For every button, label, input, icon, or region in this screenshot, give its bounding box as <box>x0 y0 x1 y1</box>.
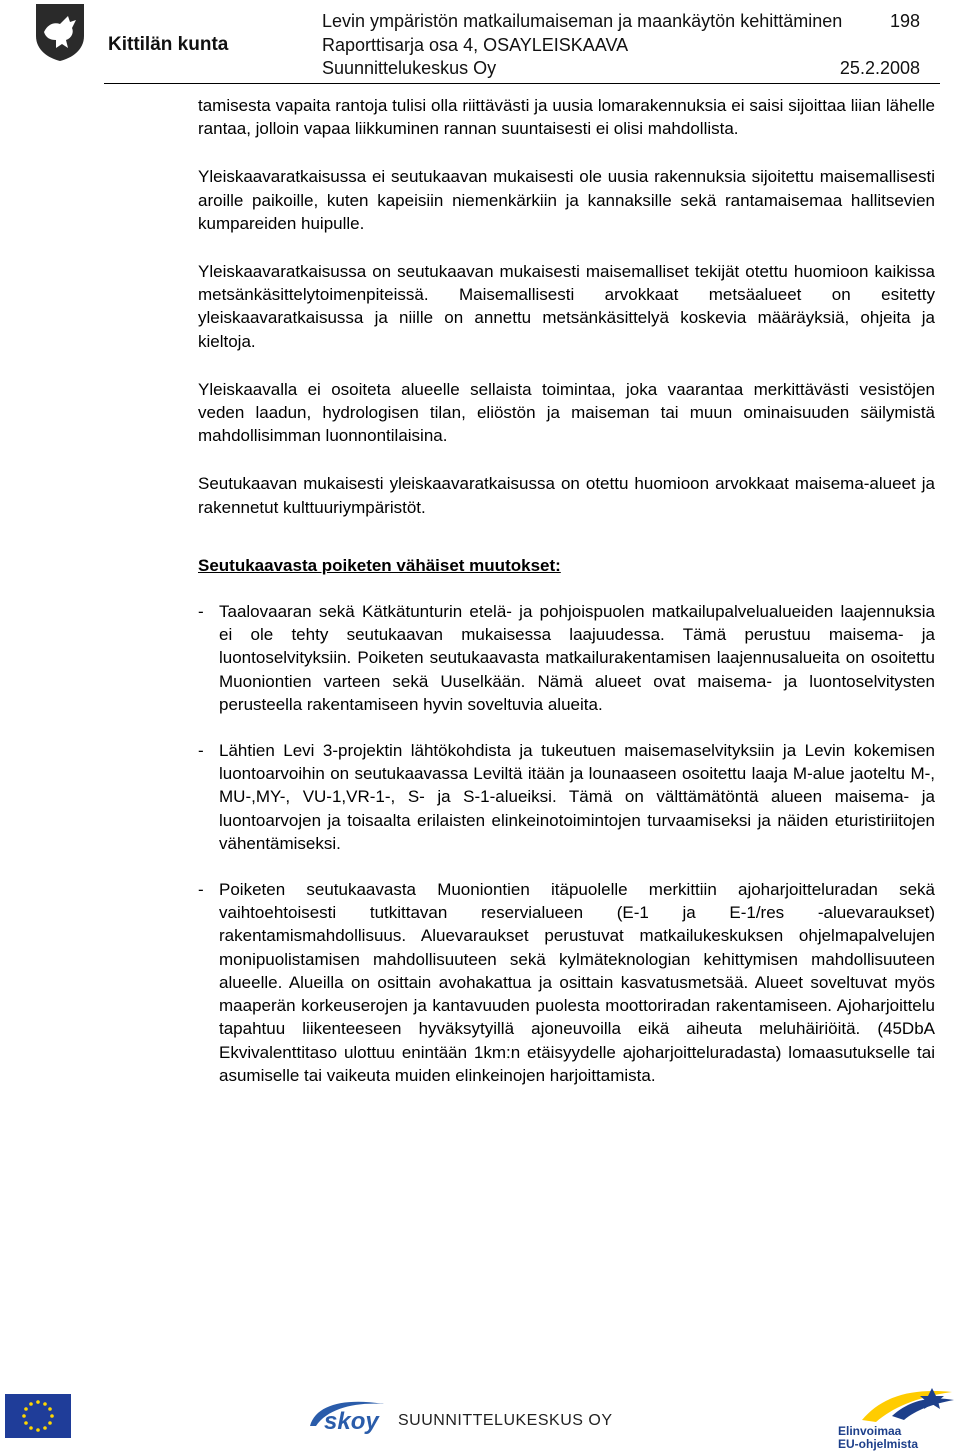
section-heading: Seutukaavasta poiketen vähäiset muutokset: <box>198 555 561 575</box>
municipality-name: Kittilän kunta <box>108 34 229 55</box>
paragraph: Yleiskaavaratkaisussa ei seutukaavan mukaisesti ole uusia rakennuksia sijoitettu maisemallisesti aroille paikoille, kuten kapeisiin niemenkärkiin ja kannaksille sekä rantamaisemaa hallitsevien kumpareiden huipulle. <box>198 167 935 233</box>
header-line-2 <box>322 34 942 58</box>
list-item-text: Poiketen seutukaavasta Muoniontien itäpuolelle merkittiin ajoharjoitteluradan sekä vaihtoehtoisesti tutkittavan reservialueen (E-1 ja E-1/res -aluevaraukset) rakentamismahdollisuus. Aluevaraukset perustuvat matkailukeskuksen ohjelmapalvelujen monipuolistamisen mahdollisuuteen sekä kylmäteknologian kehittymisen mahdollisuuteen alueelle. Alueilla on osittain avohakattua ja osittain kasvatusmetsää. Alueet soveltuvat myös maaperän korkeuserojen ja kantavuuden puolesta moottoriradan rakentamiseen. Ajoharjoittelu tapahtuu liikenteeseen hyväksytyillä ajoneuvoilla eikä aiheuta meluhäiriöitä. (45DbA Ekvivalenttitaso ulottuu enintään 1km:n etäisyydelle ajoharjoitteluradasta) lomaasutukselle tai asumiselle tai vaikeuta muiden elinkeinojen harjoittamista. <box>219 880 935 1085</box>
company-name: SUUNNITTELUKESKUS OY <box>398 1412 613 1429</box>
list-item-text: Lähtien Levi 3-projektin lähtökohdista ja tukeutuen maisemaselvityksiin ja Levin kokemisen luontoarvoihin on seutukaavassa Leviltä itään ja lounaaseen osoitettu laaja M-alue jaoteltu M-, MU-,MY-, VU-1,VR-1-, S- ja S-1-alueiksi. Tämä on välttämätöntä alueen maisema- ja luontoarvojen ja toisaalta erilaisten elinkeinotoimintojen turvaamiseksi ja näiden eturistiriitojen vähentämiseksi. <box>219 741 935 853</box>
report-date: 25.2.2008 <box>839 58 920 78</box>
skoy-logo-text: skoy <box>324 1408 379 1435</box>
document-body <box>198 94 935 1110</box>
page-header <box>0 0 960 84</box>
program-slogan-line-1: Elinvoimaa <box>838 1424 902 1438</box>
eu-flag-icon <box>5 1394 71 1438</box>
change-list <box>198 600 935 1087</box>
list-item-text: Taalovaaran sekä Kätkätunturin etelä- ja pohjoispuolen matkailupalvelualueiden laajennuksia ei ole tehty seutukaavan mukaisessa laajuudessa. Tämä perustuu maisema- ja luontoselvityksiin. Poiketen seutukaavasta matkailurakentamisen laajennusalueita on osoitettu Muoniontien varteen sekä Uuselkään. Nämä alueet ovat maisema- ja luontoselvitysten perusteella rakentamiseen hyvin soveltuvia alueita. <box>219 602 935 714</box>
list-marker: - <box>198 880 204 900</box>
page-footer <box>0 1386 960 1456</box>
paragraph: Seutukaavan mukaisesti yleiskaavaratkaisussa on otettu huomioon arvokkaat maisema-alueet ja rakennetut kulttuuriympäristöt. <box>198 474 935 517</box>
report-title: Levin ympäristön matkailumaiseman ja maankäytön kehittäminen <box>322 11 843 31</box>
municipality-crest-icon <box>34 2 86 62</box>
paragraph: tamisesta vapaita rantoja tulisi olla riittävästi ja uusia lomarakennuksia ei saisi sijoittaa liian lähelle rantaa, jolloin vapaa liikkuminen rannan suuntaisesti ei olisi mahdollista. <box>198 96 935 139</box>
header-divider <box>104 83 940 84</box>
list-item <box>198 878 935 1087</box>
paragraph: Yleiskaavaratkaisussa on seutukaavan mukaisesti maisemalliset tekijät otettu huomioon kaikissa metsänkäsittelytoimenpiteissä. Maisemallisesti arvokkaat metsäalueet on esitetty yleiskaavaratkaisussa ja niille on annettu metsänkäsittelyä koskevia määräyksiä, ohjeita ja kieltoja. <box>198 262 935 351</box>
paragraph: Yleiskaavalla ei osoiteta alueelle sellaista toimintaa, joka vaarantaa merkittävästi vesistöjen veden laadun, hydrologisen tilan, eliöstön ja maiseman tai muun ominaisuuden säilymistä mahdollisimman luonnontilaisina. <box>198 379 935 446</box>
report-series: Raporttisarja osa 4, OSAYLEISKAAVA <box>322 34 629 55</box>
header-line-3 <box>322 57 942 81</box>
list-marker: - <box>198 602 204 622</box>
list-item <box>198 739 935 855</box>
skoy-logo-icon <box>306 1396 388 1436</box>
list-item <box>198 600 935 716</box>
header-line-1 <box>322 10 942 34</box>
list-marker: - <box>198 741 204 761</box>
page-number: 198 <box>889 11 920 31</box>
author: Suunnittelukeskus Oy <box>322 58 497 78</box>
program-slogan-line-2: EU-ohjelmista <box>838 1437 919 1451</box>
header-text <box>322 10 942 81</box>
